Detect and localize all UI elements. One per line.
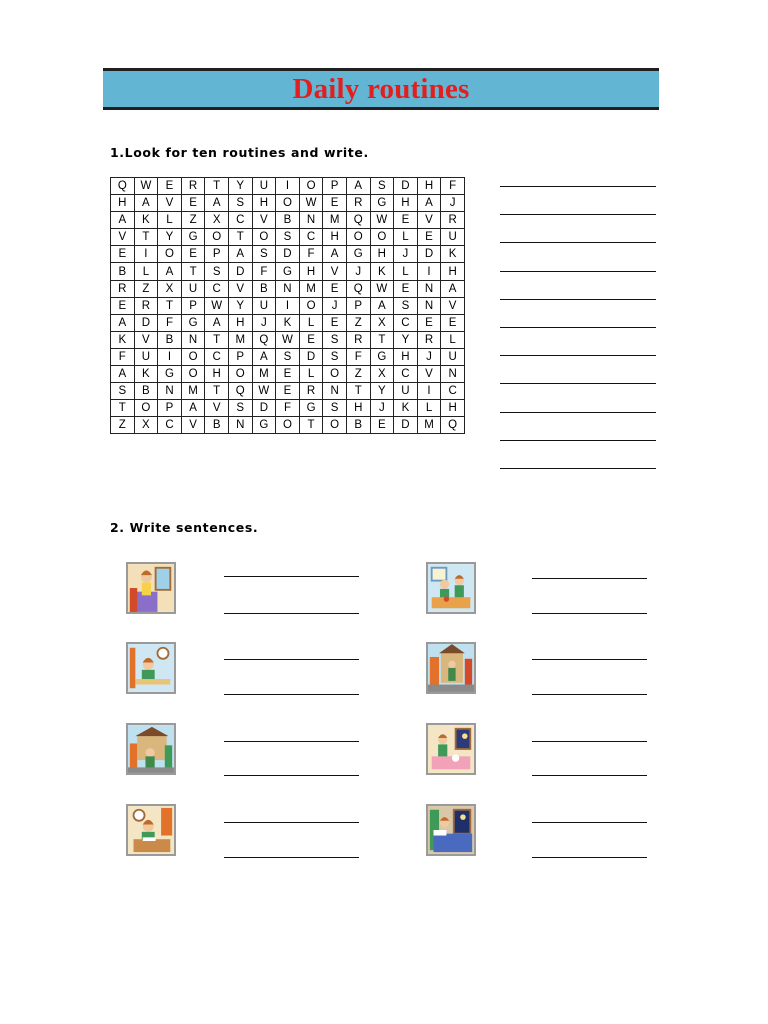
grid-cell[interactable]: L	[158, 212, 182, 229]
sentence-line[interactable]	[532, 741, 647, 742]
sentence-line[interactable]	[224, 822, 359, 823]
grid-cell[interactable]: W	[299, 195, 323, 212]
sentence-line[interactable]	[532, 613, 647, 614]
grid-row	[111, 314, 465, 331]
grid-cell[interactable]: E	[111, 246, 135, 263]
grid-cell[interactable]: R	[346, 195, 370, 212]
grid-cell[interactable]: P	[181, 297, 205, 314]
answer-line[interactable]	[500, 214, 656, 215]
grid-cell[interactable]: T	[181, 263, 205, 280]
answer-line[interactable]	[500, 186, 656, 187]
grid-cell[interactable]: O	[134, 400, 158, 417]
grid-cell[interactable]: N	[299, 212, 323, 229]
grid-cell[interactable]: M	[181, 383, 205, 400]
grid-cell[interactable]: B	[158, 331, 182, 348]
grid-cell[interactable]: L	[417, 400, 441, 417]
grid-cell[interactable]: H	[111, 195, 135, 212]
grid-cell[interactable]: G	[252, 417, 276, 434]
grid-cell[interactable]: A	[441, 280, 465, 297]
grid-cell[interactable]: E	[158, 178, 182, 195]
sentence-line[interactable]	[224, 775, 359, 776]
grid-cell[interactable]: Z	[346, 314, 370, 331]
grid-cell[interactable]: B	[252, 280, 276, 297]
grid-cell[interactable]: W	[252, 383, 276, 400]
grid-cell[interactable]: J	[323, 297, 347, 314]
grid-cell[interactable]: V	[441, 297, 465, 314]
grid-cell[interactable]: S	[323, 400, 347, 417]
grid-cell[interactable]: A	[181, 400, 205, 417]
grid-cell[interactable]: X	[205, 212, 229, 229]
grid-cell[interactable]: Q	[346, 212, 370, 229]
grid-cell[interactable]: G	[181, 229, 205, 246]
grid-cell[interactable]: D	[134, 314, 158, 331]
grid-cell[interactable]: X	[134, 417, 158, 434]
grid-cell[interactable]: G	[370, 195, 394, 212]
grid-cell[interactable]: F	[441, 178, 465, 195]
grid-cell[interactable]: F	[346, 348, 370, 365]
grid-cell[interactable]: M	[323, 212, 347, 229]
doing-homework-picture-icon	[126, 804, 176, 856]
grid-cell[interactable]: D	[276, 246, 300, 263]
grid-cell[interactable]: T	[299, 417, 323, 434]
grid-cell[interactable]: Q	[252, 331, 276, 348]
grid-cell[interactable]: S	[323, 331, 347, 348]
sentence-line[interactable]	[532, 694, 647, 695]
grid-cell[interactable]: O	[228, 366, 252, 383]
grid-cell[interactable]: J	[441, 195, 465, 212]
grid-cell[interactable]: G	[181, 314, 205, 331]
exercise-2-instruction: 2. Write sentences.	[110, 520, 259, 535]
grid-cell[interactable]: J	[346, 263, 370, 280]
grid-cell[interactable]: C	[394, 366, 418, 383]
sentence-line[interactable]	[532, 578, 647, 579]
grid-cell[interactable]: E	[323, 314, 347, 331]
grid-cell[interactable]: L	[134, 263, 158, 280]
grid-cell[interactable]: F	[158, 314, 182, 331]
grid-cell[interactable]: Y	[228, 297, 252, 314]
grid-cell[interactable]: E	[394, 280, 418, 297]
grid-cell[interactable]: A	[205, 195, 229, 212]
grid-cell[interactable]: E	[394, 212, 418, 229]
grid-cell[interactable]: Y	[394, 331, 418, 348]
answer-line[interactable]	[500, 327, 656, 328]
grid-cell[interactable]: D	[228, 263, 252, 280]
exercise-1-instruction: 1.Look for ten routines and write.	[110, 145, 369, 160]
grid-cell[interactable]: S	[205, 263, 229, 280]
grid-row	[111, 331, 465, 348]
grid-cell[interactable]: V	[158, 195, 182, 212]
grid-cell[interactable]: S	[276, 348, 300, 365]
grid-cell[interactable]: W	[370, 280, 394, 297]
grid-cell[interactable]: H	[323, 229, 347, 246]
grid-cell[interactable]: W	[134, 178, 158, 195]
grid-cell[interactable]: Y	[158, 229, 182, 246]
grid-cell[interactable]: A	[158, 263, 182, 280]
grid-cell[interactable]: U	[134, 348, 158, 365]
grid-cell[interactable]: I	[134, 246, 158, 263]
answer-line[interactable]	[500, 242, 656, 243]
grid-cell[interactable]: Y	[370, 383, 394, 400]
grid-cell[interactable]: H	[417, 178, 441, 195]
going-home-picture-icon	[426, 642, 476, 694]
grid-cell[interactable]: E	[417, 229, 441, 246]
grid-cell[interactable]: V	[323, 263, 347, 280]
grid-cell[interactable]: M	[417, 417, 441, 434]
grid-cell[interactable]: O	[205, 229, 229, 246]
grid-cell[interactable]: E	[370, 417, 394, 434]
grid-cell[interactable]: T	[205, 178, 229, 195]
word-search-grid	[110, 177, 465, 434]
grid-cell[interactable]: R	[441, 212, 465, 229]
grid-cell[interactable]: K	[134, 212, 158, 229]
grid-cell[interactable]: I	[158, 348, 182, 365]
grid-row	[111, 348, 465, 365]
grid-cell[interactable]: M	[299, 280, 323, 297]
grid-cell[interactable]: W	[205, 297, 229, 314]
grid-cell[interactable]: T	[134, 229, 158, 246]
grid-cell[interactable]: S	[228, 195, 252, 212]
grid-cell[interactable]: B	[134, 383, 158, 400]
grid-cell[interactable]: C	[228, 212, 252, 229]
grid-cell[interactable]: A	[205, 314, 229, 331]
grid-cell[interactable]: R	[299, 383, 323, 400]
grid-cell[interactable]: E	[111, 297, 135, 314]
grid-cell[interactable]: N	[276, 280, 300, 297]
grid-cell[interactable]: T	[111, 400, 135, 417]
grid-cell[interactable]: P	[323, 178, 347, 195]
grid-row	[111, 178, 465, 195]
grid-cell[interactable]: H	[346, 400, 370, 417]
grid-cell[interactable]: H	[441, 400, 465, 417]
sentence-line[interactable]	[224, 576, 359, 577]
grid-cell[interactable]: E	[181, 246, 205, 263]
grid-cell[interactable]: V	[228, 280, 252, 297]
grid-cell[interactable]: X	[158, 280, 182, 297]
sentence-line[interactable]	[224, 694, 359, 695]
grid-cell[interactable]: D	[252, 400, 276, 417]
grid-cell[interactable]: V	[111, 229, 135, 246]
grid-cell[interactable]: N	[323, 383, 347, 400]
grid-cell[interactable]: J	[370, 400, 394, 417]
grid-cell[interactable]: A	[252, 348, 276, 365]
grid-cell[interactable]: M	[252, 366, 276, 383]
grid-cell[interactable]: O	[252, 229, 276, 246]
grid-cell[interactable]: W	[276, 331, 300, 348]
grid-cell[interactable]: A	[111, 212, 135, 229]
grid-cell[interactable]: Z	[181, 212, 205, 229]
grid-cell[interactable]: H	[205, 366, 229, 383]
grid-cell[interactable]: A	[417, 195, 441, 212]
grid-cell[interactable]: S	[394, 297, 418, 314]
grid-cell[interactable]: T	[346, 383, 370, 400]
grid-cell[interactable]: Q	[228, 383, 252, 400]
grid-cell[interactable]: V	[134, 331, 158, 348]
grid-cell[interactable]: D	[394, 178, 418, 195]
grid-cell[interactable]: H	[394, 348, 418, 365]
grid-cell[interactable]: C	[205, 280, 229, 297]
grid-cell[interactable]: E	[181, 195, 205, 212]
grid-cell[interactable]: O	[158, 246, 182, 263]
grid-cell[interactable]: Z	[346, 366, 370, 383]
grid-cell[interactable]: F	[252, 263, 276, 280]
having-dinner-picture-icon	[426, 723, 476, 775]
grid-cell[interactable]: H	[299, 263, 323, 280]
grid-cell[interactable]: B	[205, 417, 229, 434]
grid-cell[interactable]: X	[370, 366, 394, 383]
grid-cell[interactable]: T	[158, 297, 182, 314]
grid-row	[111, 383, 465, 400]
grid-cell[interactable]: A	[346, 178, 370, 195]
grid-row	[111, 195, 465, 212]
grid-cell[interactable]: J	[394, 246, 418, 263]
grid-row	[111, 297, 465, 314]
grid-cell[interactable]: D	[299, 348, 323, 365]
grid-cell[interactable]: G	[276, 263, 300, 280]
grid-cell[interactable]: N	[441, 366, 465, 383]
grid-cell[interactable]: I	[417, 263, 441, 280]
grid-cell[interactable]: M	[228, 331, 252, 348]
grid-cell[interactable]: N	[158, 383, 182, 400]
grid-cell[interactable]: O	[299, 178, 323, 195]
grid-cell[interactable]: A	[323, 246, 347, 263]
grid-cell[interactable]: N	[417, 297, 441, 314]
grid-cell[interactable]: Y	[228, 178, 252, 195]
grid-cell[interactable]: O	[346, 229, 370, 246]
grid-cell[interactable]: E	[441, 314, 465, 331]
grid-cell[interactable]: P	[205, 246, 229, 263]
grid-cell[interactable]: K	[441, 246, 465, 263]
grid-cell[interactable]: B	[111, 263, 135, 280]
grid-cell[interactable]: O	[276, 195, 300, 212]
grid-cell[interactable]: E	[323, 195, 347, 212]
grid-cell[interactable]: D	[394, 417, 418, 434]
grid-cell[interactable]: H	[228, 314, 252, 331]
grid-cell[interactable]: V	[252, 212, 276, 229]
grid-cell[interactable]: H	[252, 195, 276, 212]
grid-cell[interactable]: G	[370, 348, 394, 365]
grid-cell[interactable]: A	[370, 297, 394, 314]
grid-cell[interactable]: N	[417, 280, 441, 297]
grid-row	[111, 246, 465, 263]
answer-line[interactable]	[500, 440, 656, 441]
grid-cell[interactable]: N	[228, 417, 252, 434]
grid-cell[interactable]: K	[370, 263, 394, 280]
grid-cell[interactable]: Q	[441, 417, 465, 434]
grid-cell[interactable]: A	[111, 314, 135, 331]
grid-cell[interactable]: A	[111, 366, 135, 383]
grid-cell[interactable]: G	[346, 246, 370, 263]
grid-cell[interactable]: Z	[111, 417, 135, 434]
sentence-line[interactable]	[224, 613, 359, 614]
waking-up-picture-icon	[126, 562, 176, 614]
grid-cell[interactable]: F	[299, 246, 323, 263]
sentence-line[interactable]	[532, 822, 647, 823]
grid-cell[interactable]: X	[370, 314, 394, 331]
grid-cell[interactable]: O	[323, 366, 347, 383]
grid-cell[interactable]: Z	[134, 280, 158, 297]
grid-cell[interactable]: V	[417, 366, 441, 383]
grid-cell[interactable]: V	[181, 417, 205, 434]
sentence-line[interactable]	[224, 857, 359, 858]
grid-cell[interactable]: G	[299, 400, 323, 417]
sentence-line[interactable]	[224, 741, 359, 742]
grid-cell[interactable]: H	[394, 195, 418, 212]
grid-cell[interactable]: A	[228, 246, 252, 263]
grid-cell[interactable]: A	[134, 195, 158, 212]
grid-cell[interactable]: O	[299, 297, 323, 314]
grid-cell[interactable]: L	[394, 229, 418, 246]
grid-cell[interactable]: T	[205, 331, 229, 348]
grid-row	[111, 263, 465, 280]
grid-cell[interactable]: U	[394, 383, 418, 400]
grid-cell[interactable]: N	[181, 331, 205, 348]
grid-cell[interactable]: Q	[111, 178, 135, 195]
grid-cell[interactable]: I	[276, 297, 300, 314]
grid-cell[interactable]: E	[276, 383, 300, 400]
grid-cell[interactable]: U	[252, 178, 276, 195]
going-to-bed-picture-icon	[426, 804, 476, 856]
grid-cell[interactable]: I	[276, 178, 300, 195]
grid-cell[interactable]: O	[276, 417, 300, 434]
grid-row	[111, 400, 465, 417]
grid-cell[interactable]: G	[158, 366, 182, 383]
grid-cell[interactable]: S	[252, 246, 276, 263]
grid-cell[interactable]: E	[276, 366, 300, 383]
grid-cell[interactable]: B	[276, 212, 300, 229]
grid-cell[interactable]: C	[299, 229, 323, 246]
grid-cell[interactable]: D	[417, 246, 441, 263]
grid-cell[interactable]: S	[111, 383, 135, 400]
grid-cell[interactable]: B	[346, 417, 370, 434]
grid-row	[111, 212, 465, 229]
grid-row	[111, 280, 465, 297]
grid-row	[111, 366, 465, 383]
grid-cell[interactable]: S	[228, 400, 252, 417]
grid-cell[interactable]: P	[228, 348, 252, 365]
grid-cell[interactable]: R	[111, 280, 135, 297]
grid-cell[interactable]: P	[158, 400, 182, 417]
grid-cell[interactable]: R	[346, 331, 370, 348]
sentence-line[interactable]	[532, 775, 647, 776]
grid-cell[interactable]: L	[394, 263, 418, 280]
answer-line[interactable]	[500, 355, 656, 356]
grid-cell[interactable]: L	[299, 314, 323, 331]
grid-cell[interactable]: K	[134, 366, 158, 383]
grid-cell[interactable]: C	[205, 348, 229, 365]
grid-cell[interactable]: R	[181, 178, 205, 195]
having-breakfast-picture-icon	[126, 642, 176, 694]
grid-cell[interactable]: O	[181, 348, 205, 365]
grid-cell[interactable]: J	[252, 314, 276, 331]
grid-cell[interactable]: L	[441, 331, 465, 348]
grid-cell[interactable]: K	[276, 314, 300, 331]
grid-cell[interactable]: U	[181, 280, 205, 297]
sentence-line[interactable]	[532, 659, 647, 660]
grid-cell[interactable]: E	[299, 331, 323, 348]
word-search-answer-lines	[500, 186, 656, 496]
grid-cell[interactable]: U	[441, 348, 465, 365]
grid-cell[interactable]: P	[346, 297, 370, 314]
answer-line[interactable]	[500, 412, 656, 413]
grid-cell[interactable]: J	[417, 348, 441, 365]
grid-cell[interactable]: O	[181, 366, 205, 383]
grid-cell[interactable]: I	[417, 383, 441, 400]
grid-cell[interactable]: V	[417, 212, 441, 229]
grid-cell[interactable]: W	[370, 212, 394, 229]
grid-cell[interactable]: K	[111, 331, 135, 348]
grid-cell[interactable]: T	[228, 229, 252, 246]
grid-cell[interactable]: S	[276, 229, 300, 246]
grid-cell[interactable]: K	[394, 400, 418, 417]
grid-cell[interactable]: E	[323, 280, 347, 297]
sentence-line[interactable]	[532, 857, 647, 858]
grid-cell[interactable]: Q	[346, 280, 370, 297]
grid-cell[interactable]: O	[370, 229, 394, 246]
grid-cell[interactable]: E	[417, 314, 441, 331]
grid-cell[interactable]: U	[252, 297, 276, 314]
answer-line[interactable]	[500, 468, 656, 469]
grid-row	[111, 417, 465, 434]
grid-cell[interactable]: F	[276, 400, 300, 417]
grid-cell[interactable]: R	[417, 331, 441, 348]
grid-cell[interactable]: C	[158, 417, 182, 434]
grid-cell[interactable]: C	[394, 314, 418, 331]
grid-cell[interactable]: T	[205, 383, 229, 400]
grid-cell[interactable]: H	[370, 246, 394, 263]
grid-cell[interactable]: U	[441, 229, 465, 246]
grid-cell[interactable]: S	[323, 348, 347, 365]
grid-cell[interactable]: R	[134, 297, 158, 314]
title-banner	[103, 68, 659, 110]
answer-line[interactable]	[500, 299, 656, 300]
grid-cell[interactable]: C	[441, 383, 465, 400]
grid-cell[interactable]: F	[111, 348, 135, 365]
having-lunch-picture-icon	[426, 562, 476, 614]
answer-line[interactable]	[500, 271, 656, 272]
grid-row	[111, 229, 465, 246]
going-to-school-picture-icon	[126, 723, 176, 775]
grid-cell[interactable]: S	[370, 178, 394, 195]
page-title: Daily routines	[292, 72, 470, 105]
sentence-line[interactable]	[224, 659, 359, 660]
grid-cell[interactable]: O	[323, 417, 347, 434]
grid-cell[interactable]: V	[205, 400, 229, 417]
grid-cell[interactable]: L	[299, 366, 323, 383]
grid-cell[interactable]: H	[441, 263, 465, 280]
answer-line[interactable]	[500, 383, 656, 384]
grid-cell[interactable]: T	[370, 331, 394, 348]
